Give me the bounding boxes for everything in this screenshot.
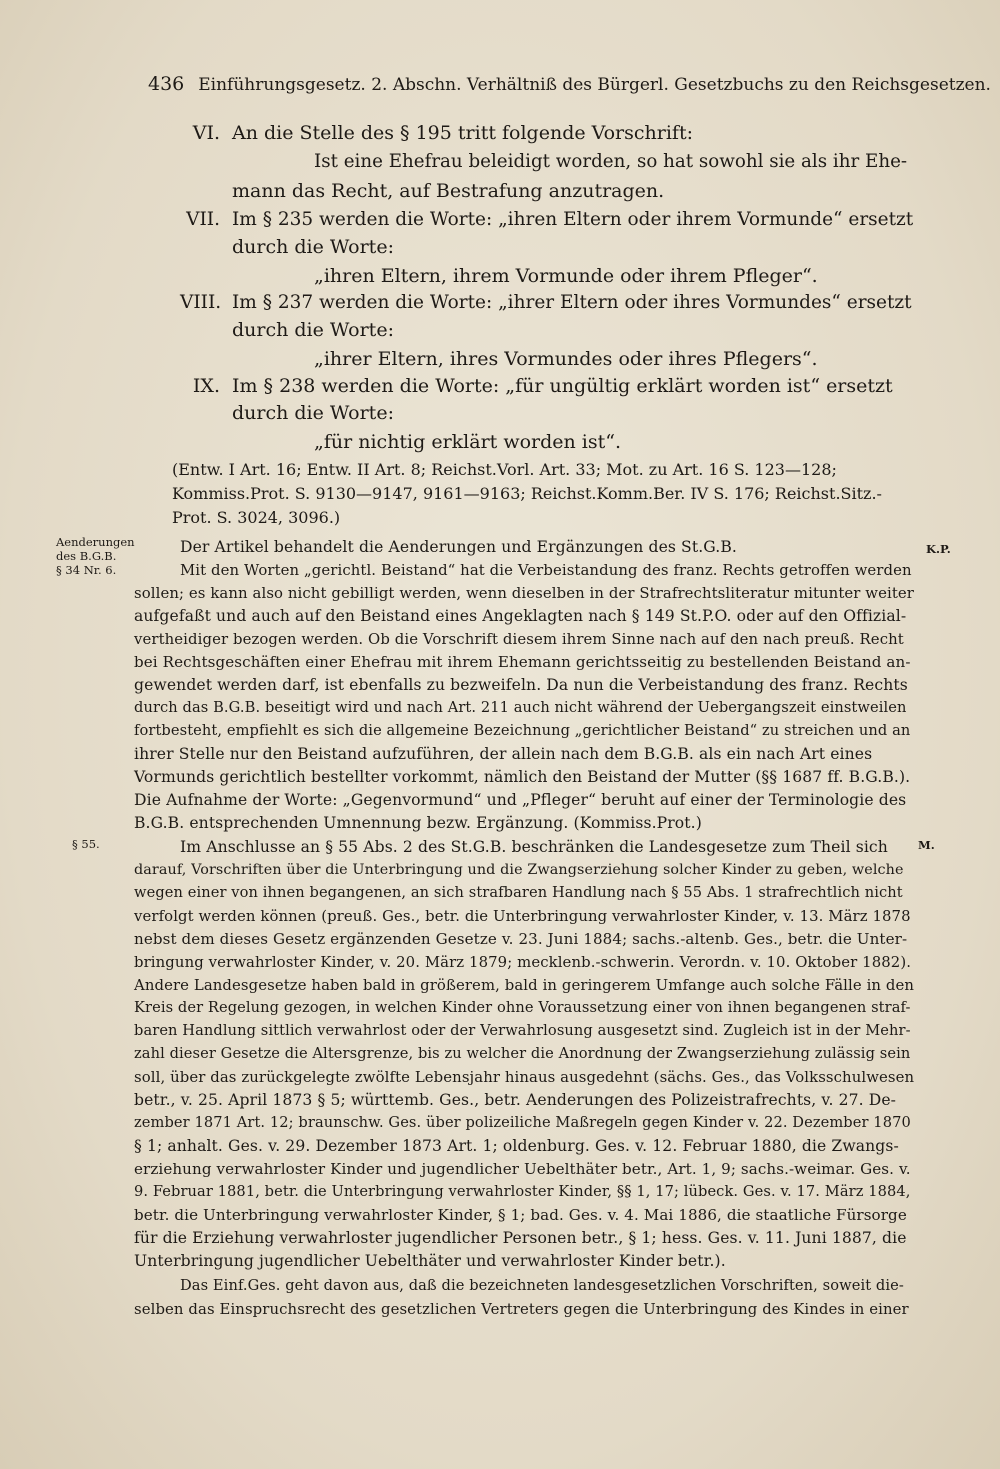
body-line: sollen; es kann also nicht gebilligt werden, wenn dieselben in der Strafrechtsliteratur mitunter weiter <box>134 584 914 602</box>
section-numeral: IX. <box>192 375 220 397</box>
section-text-cont: durch die Worte: <box>232 319 394 341</box>
section-quote-line: „für nichtig erklärt worden ist“. <box>314 431 622 453</box>
body-line: Unterbringung jugendlicher Uebelthäter und verwahrloster Kinder betr.). <box>134 1252 726 1270</box>
body-line: gewendet werden darf, ist ebenfalls zu bezweifeln. Da nun die Verbeistandung des franz. Rechts <box>134 676 908 694</box>
body-line: ihrer Stelle nur den Beistand aufzuführen, der allein nach dem B.G.B. als ein nach Art eines <box>134 745 873 763</box>
body-line: für die Erziehung verwahrloster jugendlicher Personen betr., § 1; hess. Ges. v. 11. Juni 1887, die <box>134 1229 907 1247</box>
section-quote-line: „ihren Eltern, ihrem Vormunde oder ihrem Pfleger“. <box>314 265 818 287</box>
body-line: aufgefaßt und auch auf den Beistand eines Angeklagten nach § 149 St.P.O. oder auf den Offizial- <box>134 607 907 625</box>
body-line: betr., v. 25. April 1873 § 5; württemb. Ges., betr. Aenderungen des Polizeistrafrechts, v. 27. De- <box>134 1091 897 1109</box>
margin-note-line: Aenderungen <box>56 535 135 549</box>
body-line: 9. Februar 1881, betr. die Unterbringung verwahrloster Kinder, §§ 1, 17; lübeck. Ges. v. 17. März 1884, <box>134 1183 911 1200</box>
section-text-cont: durch die Worte: <box>232 402 394 424</box>
section-text-cont: durch die Worte: <box>232 236 394 258</box>
body-line: selben das Einspruchsrecht des gesetzlichen Vertreters gegen die Unterbringung des Kindes in einer <box>134 1300 909 1318</box>
section-text: Im § 238 werden die Worte: „für ungültig erklärt worden ist“ ersetzt <box>232 375 893 397</box>
body-line: bei Rechtsgeschäften einer Ehefrau mit ihrem Ehemann gerichtsseitig zu bestellenden Beistand an- <box>134 653 911 671</box>
body-line: darauf, Vorschriften über die Unterbringung und die Zwangserziehung solcher Kinder zu geben, welche <box>134 862 904 878</box>
body-line: vertheidiger bezogen werden. Ob die Vorschrift diesem ihrem Sinne nach auf den nach preuß. Recht <box>134 630 904 648</box>
section-text: Im § 237 werden die Worte: „ihrer Eltern oder ihres Vormundes“ ersetzt <box>232 292 912 313</box>
header-title: Einführungsgesetz. 2. Abschn. Verhältniß des Bürgerl. Gesetzbuchs zu den Reichsgesetzen. <box>198 75 991 95</box>
margin-note-right: M. <box>918 838 935 852</box>
body-line: soll, über das zurückgelegte zwölfte Lebensjahr hinaus ausgedehnt (sächs. Ges., das Volksschulwesen <box>134 1068 915 1086</box>
section-quote-line: mann das Recht, auf Bestrafung anzutragen. <box>232 180 665 202</box>
section-text: An die Stelle des § 195 tritt folgende Vorschrift: <box>232 122 693 144</box>
margin-note-right: K.P. <box>926 542 951 556</box>
section-quote-line: „ihrer Eltern, ihres Vormundes oder ihres Pflegers“. <box>314 348 818 370</box>
body-line: Mit den Worten „gerichtl. Beistand“ hat die Verbeistandung des franz. Rechts getroffen werden <box>180 561 912 579</box>
body-line: B.G.B. entsprechenden Umnennung bezw. Ergänzung. (Kommiss.Prot.) <box>134 814 702 832</box>
page-number: 436 <box>148 73 185 95</box>
section-vii <box>180 211 913 230</box>
body-line: wegen einer von ihnen begangenen, an sich strafbaren Handlung nach § 55 Abs. 1 strafrechtlich nicht <box>134 884 903 901</box>
margin-note-line: des B.G.B. <box>56 548 117 563</box>
running-header <box>148 75 991 94</box>
body-line: Die Aufnahme der Worte: „Gegenvormund“ und „Pfleger“ beruht auf einer der Terminologie des <box>134 791 907 809</box>
section-viii <box>180 294 912 313</box>
margin-note-left: § 55. <box>72 837 100 851</box>
body-line: Andere Landesgesetze haben bald in größerem, bald in geringerem Umfange auch solche Fälle in den <box>134 976 915 994</box>
section-numeral: VII. <box>186 209 220 230</box>
body-line: Kreis der Regelung gezogen, in welchen Kinder ohne Voraussetzung einer von ihnen begangenen straf- <box>134 999 911 1016</box>
body-line: zahl dieser Gesetze die Altersgrenze, bis zu welcher die Anordnung der Zwangserziehung zulässig sein <box>134 1045 911 1062</box>
body-line: baren Handlung sittlich verwahrlost oder der Verwahrlosung ausgesetzt sind. Zugleich ist in der Mehr- <box>134 1022 911 1039</box>
body-line: erziehung verwahrloster Kinder und jugendlicher Uebelthäter betr., Art. 1, 9; sachs.-weimar. Ges. v. <box>134 1160 911 1178</box>
section-numeral: VI. <box>192 122 220 144</box>
body-line: nebst dem dieses Gesetz ergänzenden Gesetze v. 23. Juni 1884; sachs.-altenb. Ges., betr. die Unter- <box>134 930 908 948</box>
body-line: Im Anschlusse an § 55 Abs. 2 des St.G.B. beschränken die Landesgesetze zum Theil sich <box>180 838 888 856</box>
reference-line: Kommiss.Prot. S. 9130—9147, 9161—9163; Reichst.Komm.Ber. IV S. 176; Reichst.Sitz.- <box>172 484 882 503</box>
body-line: § 1; anhalt. Ges. v. 29. Dezember 1873 Art. 1; oldenburg. Ges. v. 12. Februar 1880, die Zwangs- <box>134 1137 899 1155</box>
body-line: Das Einf.Ges. geht davon aus, daß die bezeichneten landesgesetzlichen Vorschriften, soweit die- <box>180 1277 904 1294</box>
body-line: zember 1871 Art. 12; braunschw. Ges. über polizeiliche Maßregeln gegen Kinder v. 22. Dezember 1870 <box>134 1114 911 1131</box>
body-line: Der Artikel behandelt die Aenderungen und Ergänzungen des St.G.B. <box>180 538 737 556</box>
section-ix <box>180 377 893 396</box>
body-line: bringung verwahrloster Kinder, v. 20. März 1879; mecklenb.-schwerin. Verordn. v. 10. Oktober 1882). <box>134 953 912 971</box>
reference-line: Prot. S. 3024, 3096.) <box>172 508 341 527</box>
margin-note-left <box>56 536 135 577</box>
body-line: Vormunds gerichtlich bestellter vorkommt, nämlich den Beistand der Mutter (§§ 1687 ff. B.G.B.). <box>134 768 911 786</box>
body-line: betr. die Unterbringung verwahrloster Kinder, § 1; bad. Ges. v. 4. Mai 1886, die staatliche Fürsorge <box>134 1206 907 1224</box>
body-line: fortbesteht, empfiehlt es sich die allgemeine Bezeichnung „gerichtlicher Beistand“ zu streichen und an <box>134 722 911 739</box>
section-quote-line: Ist eine Ehefrau beleidigt worden, so hat sowohl sie als ihr Ehe- <box>314 151 908 172</box>
section-numeral: VIII. <box>180 292 222 313</box>
section-text: Im § 235 werden die Worte: „ihren Eltern oder ihrem Vormunde“ ersetzt <box>232 209 914 230</box>
reference-line: (Entw. I Art. 16; Entw. II Art. 8; Reichst.Vorl. Art. 33; Mot. zu Art. 16 S. 123—128; <box>172 460 837 479</box>
body-line: durch das B.G.B. beseitigt wird und nach Art. 211 auch nicht während der Uebergangszeit einstweilen <box>134 699 907 716</box>
body-line: verfolgt werden können (preuß. Ges., betr. die Unterbringung verwahrloster Kinder, v. 13. März 1878 <box>134 907 911 925</box>
margin-note-line: § 34 Nr. 6. <box>56 562 117 577</box>
section-vi <box>180 124 693 143</box>
